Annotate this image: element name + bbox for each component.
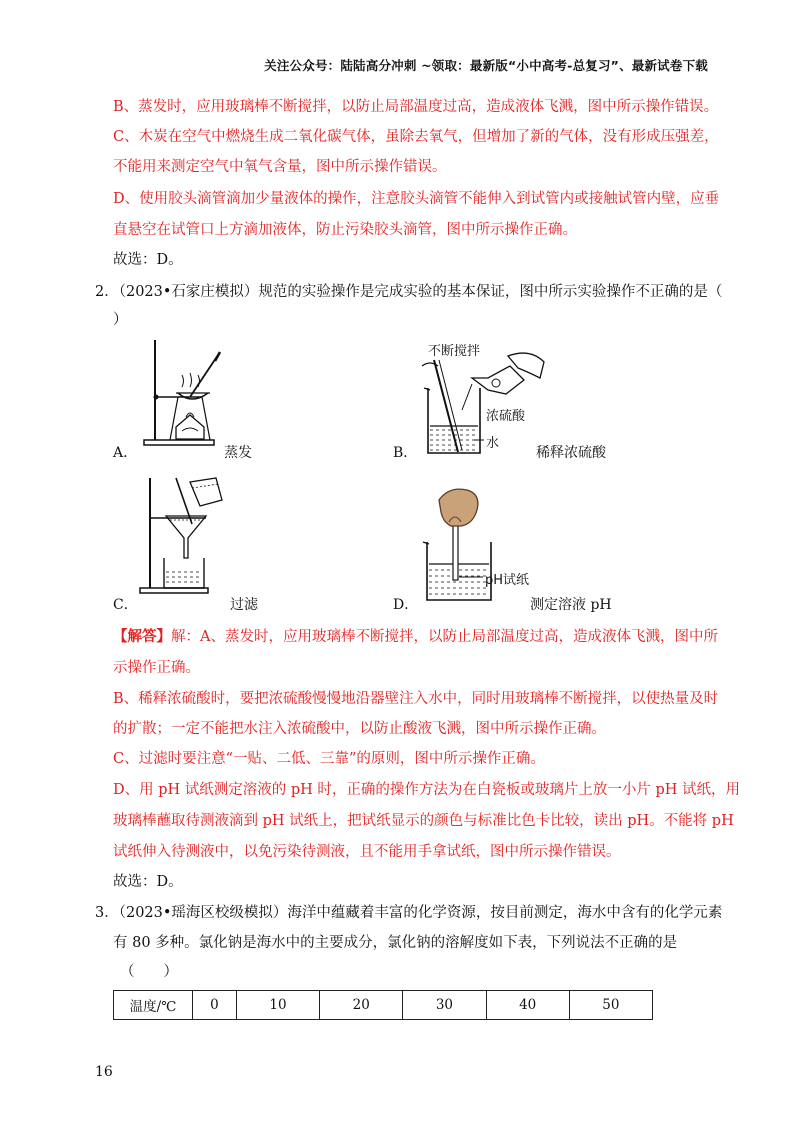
q2-option-b-letter: B．	[393, 445, 418, 461]
q2-option-d-letter: D．	[393, 597, 419, 613]
q3-stem-line1: 3．（2023•瑶海区校级模拟）海洋中蕴藏着丰富的化学资源，按目前测定，海水中含有的化学元素	[95, 905, 723, 921]
stir-label: 不断搅拌	[428, 344, 481, 359]
conc-acid-label: 浓硫酸	[486, 409, 526, 424]
solubility-table	[113, 990, 653, 1020]
prev-answer-line-b: B、蒸发时，应用玻璃棒不断搅拌，以防止局部温度过高，造成液体飞溅，图中所示操作错误。	[113, 99, 719, 115]
q2-answer-line-3: B、稀释浓硫酸时，要把浓硫酸慢慢地沿器壁注入水中，同时用玻璃棒不断搅拌，以使热量及时	[113, 691, 719, 707]
prev-answer-line-c: C、木炭在空气中燃烧生成二氧化碳气体，虽除去氧气，但增加了新的气体，没有形成压强差，	[113, 129, 719, 145]
q2-answer-line-8: 试纸伸入待测液中，以免污染待测液，且不能用手拿试纸，图中所示操作错误。	[113, 844, 621, 860]
page-number: 16	[95, 1064, 113, 1080]
prev-answer-line-d2: 直悬空在试管口上方滴加液体，防止污染胶头滴管，图中所示操作正确。	[113, 222, 577, 238]
q2-stem-line1: 2．（2023•石家庄模拟）规范的实验操作是完成实验的基本保证，图中所示实验操作不正确的是（	[95, 284, 723, 300]
table-cell: 50	[569, 991, 652, 1020]
q2-answer-line-6: D、用 pH 试纸测定溶液的 pH 时，正确的操作方法为在白瓷板或玻璃片上放一小片 pH 试纸，用	[113, 782, 741, 798]
q2-answer-line-5: C、过滤时要注意“一贴、二低、三靠”的原则，图中所示操作正确。	[113, 751, 545, 767]
ph-paper-label: pH试纸	[485, 573, 530, 588]
table-row	[114, 991, 653, 1020]
q2-option-b-caption: 稀释浓硫酸	[536, 445, 606, 461]
q2-answer-line-2: 示操作正确。	[113, 660, 200, 676]
page-header: 关注公众号：陆陆高分冲刺 ~领取：最新版“小中高考-总复习”、最新试卷下载	[264, 58, 708, 73]
water-label: 水	[486, 436, 500, 451]
q2-option-c-caption: 过滤	[230, 597, 258, 613]
table-cell: 30	[403, 991, 486, 1020]
table-header-cell: 温度/℃	[114, 991, 193, 1020]
table-cell: 10	[236, 991, 319, 1020]
q2-answer-line-1	[113, 627, 718, 647]
prev-answer-line-d: D、使用胶头滴管滴加少量液体的操作，注意胶头滴管不能伸入到试管内或接触试管内壁，应垂	[113, 191, 720, 207]
table-cell: 40	[486, 991, 569, 1020]
prev-answer-choice: 故选：D。	[113, 252, 183, 268]
q2-option-c-letter: C．	[113, 597, 138, 613]
prev-answer-line-c2: 不能用来测定空气中氧气含量，图中所示操作错误。	[113, 159, 447, 175]
q3-stem-line2: 有 80 多种。氯化钠是海水中的主要成分，氯化钠的溶解度如下表，下列说法不正确的是	[113, 935, 678, 951]
filtration-figure	[130, 470, 245, 595]
answer-tag: 【解答】	[113, 628, 171, 645]
q2-option-a-letter: A．	[113, 445, 138, 461]
q2-answer-text-1: 解：A、蒸发时，应用玻璃棒不断搅拌，以防止局部温度过高，造成液体飞溅，图中所	[171, 629, 718, 645]
evaporation-figure	[130, 335, 245, 450]
q2-answer-choice: 故选：D。	[113, 874, 183, 890]
q2-option-d-caption: 测定溶液 pH	[530, 597, 612, 613]
q2-answer-line-4: 的扩散；一定不能把水注入浓硫酸中，以防止酸液飞溅，图中所示操作正确。	[113, 721, 606, 737]
q2-stem-line2: ）	[113, 312, 128, 328]
table-cell: 0	[193, 991, 237, 1020]
q2-answer-line-7: 玻璃棒蘸取待测液滴到 pH 试纸上，把试纸显示的颜色与标准比色卡比较，读出 pH。不能将 pH	[113, 813, 734, 829]
q2-option-a-caption: 蒸发	[224, 445, 252, 461]
q3-stem-line3: （ ）	[120, 964, 178, 980]
table-cell: 20	[320, 991, 403, 1020]
